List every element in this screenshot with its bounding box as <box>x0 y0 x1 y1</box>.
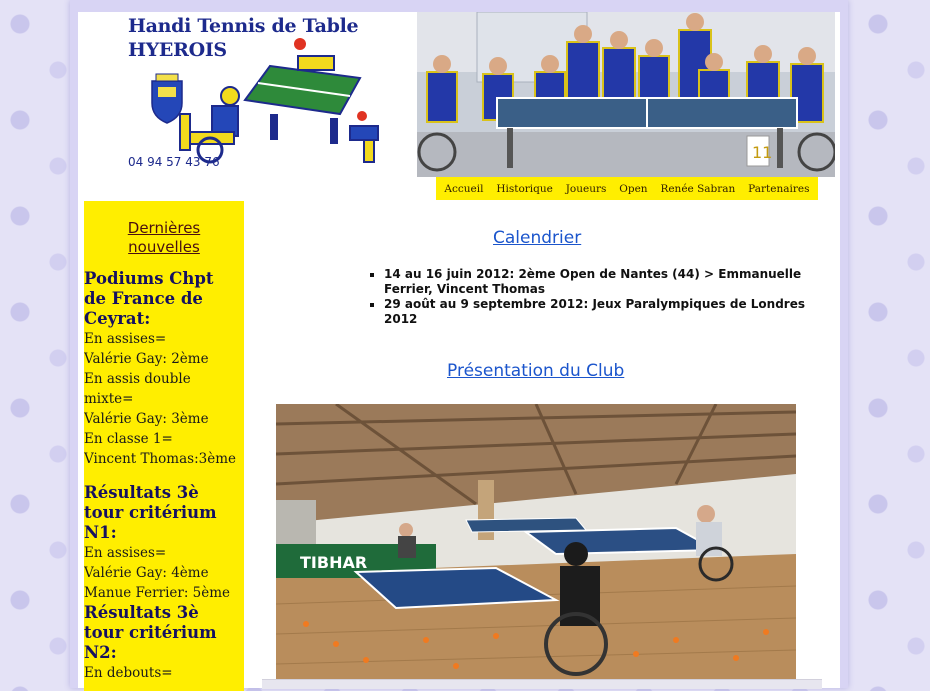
news-line: En debouts= <box>84 665 173 681</box>
table-tennis-logo-icon <box>150 36 385 166</box>
news-line: Valérie Gay: 4ème <box>84 565 209 581</box>
logo-title-line1: Handi Tennis de Table <box>128 15 359 37</box>
news-block-n2 <box>84 603 244 683</box>
gym-banner-text: TIBHAR <box>300 553 368 572</box>
calendar-item: ▪ 14 au 16 juin 2012: 2ème Open de Nantes (44) > Emmanuelle Ferrier, Vincent Thomas <box>384 267 840 297</box>
news-line: mixte= <box>84 391 134 407</box>
news-line: En assis double <box>84 371 191 387</box>
club-presentation-link[interactable]: Présentation du Club <box>447 361 625 381</box>
team-photo <box>417 12 835 177</box>
gym-photo <box>276 404 796 680</box>
news-title: tour critérium <box>84 623 217 642</box>
latest-news-link[interactable] <box>84 219 244 257</box>
nav-joueurs[interactable]: Joueurs <box>565 182 607 195</box>
news-line: Vincent Thomas:3ème <box>84 451 237 467</box>
main-content <box>254 201 840 688</box>
nav-open[interactable]: Open <box>619 182 648 195</box>
news-title: Résultats 3è <box>84 483 199 502</box>
nav-accueil[interactable]: Accueil <box>444 182 484 195</box>
nav-renee-sabran[interactable]: Renée Sabran <box>660 182 736 195</box>
club-logo[interactable] <box>78 12 417 177</box>
calendar-link[interactable]: Calendrier <box>493 228 582 248</box>
news-title: N1: <box>84 523 117 542</box>
news-line: En assises= <box>84 545 167 561</box>
calendar-item: ▪ 29 août au 9 septembre 2012: Jeux Paralympiques de Londres 2012 <box>384 297 840 327</box>
news-line: Valérie Gay: 2ème <box>84 351 209 367</box>
news-block-ceyrat <box>84 269 244 469</box>
calendar-list <box>368 267 840 327</box>
news-block-n1 <box>84 483 244 603</box>
news-title: Ceyrat: <box>84 309 151 328</box>
news-title: Podiums Chpt <box>84 269 214 288</box>
spacer <box>84 469 244 483</box>
news-sidebar <box>84 201 244 691</box>
news-title: N2: <box>84 643 117 662</box>
nav-historique[interactable]: Historique <box>496 182 553 195</box>
news-line: Valérie Gay: 3ème <box>84 411 209 427</box>
table-number-label: 11 <box>752 143 773 162</box>
latest-news-line1: Dernières <box>127 219 201 237</box>
latest-news-line2: nouvelles <box>128 238 200 256</box>
news-title: Résultats 3è <box>84 603 199 622</box>
page-frame <box>70 0 848 688</box>
logo-phone: 04 94 57 43 76 <box>128 155 220 169</box>
news-title: de France de <box>84 289 203 308</box>
logo-title-line2: HYEROIS <box>128 39 227 61</box>
news-title: tour critérium <box>84 503 217 522</box>
news-line: En assises= <box>84 331 167 347</box>
news-line: En classe 1= <box>84 431 173 447</box>
news-line: Manue Ferrier: 5ème <box>84 585 231 601</box>
nav-partenaires[interactable]: Partenaires <box>748 182 810 195</box>
content-area <box>78 12 840 688</box>
main-nav <box>436 177 818 200</box>
